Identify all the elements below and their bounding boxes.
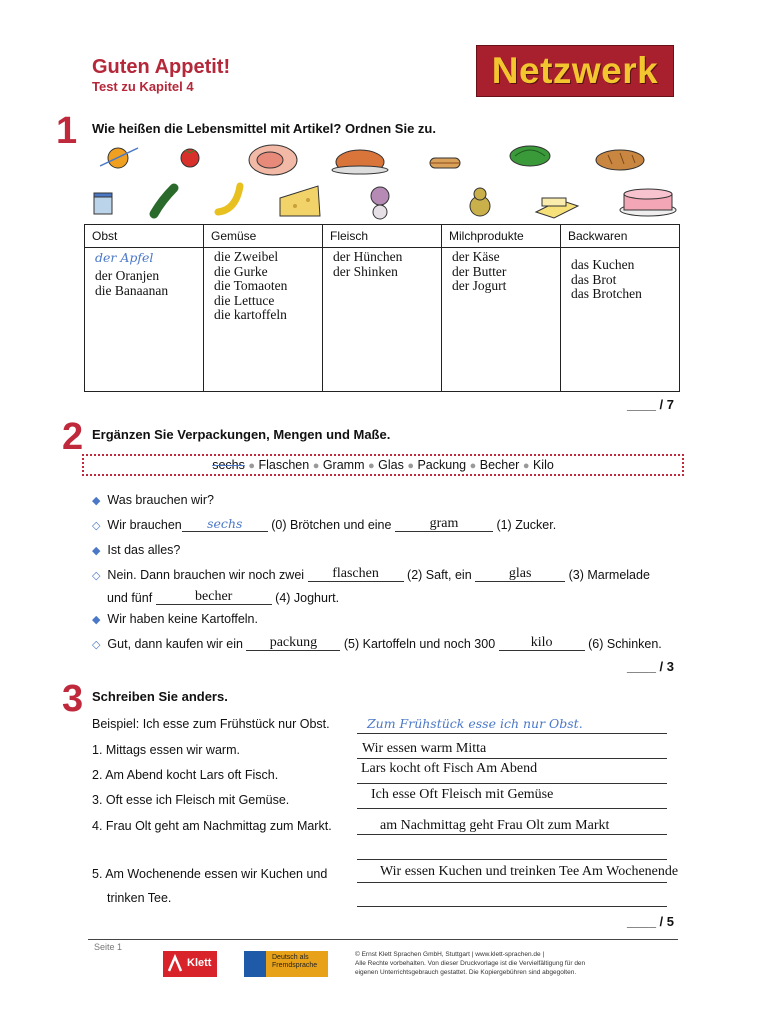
task1-instruction: Wie heißen die Lebensmittel mit Artikel? Ordnen Sie zu. <box>92 121 436 136</box>
sentence-item: 2. Am Abend kocht Lars oft Fisch. <box>92 768 279 782</box>
dialog-line: ◇ Wir brauchen sechs (0) Brötchen und eine gram (1) Zucker. <box>92 516 557 532</box>
dialog-line: ◇ Nein. Dann brauchen wir noch zwei flaschen (2) Saft, ein glas (3) Marmelade <box>92 566 650 582</box>
sentence-item-cont: trinken Tee. <box>107 891 172 905</box>
answer-input-3[interactable]: Ich esse Oft Fleisch mit Gemüse <box>371 787 554 802</box>
list-item: die Gurke <box>214 263 268 279</box>
page-title: Guten Appetit! <box>92 56 231 78</box>
sentence-item: 3. Oft esse ich Fleisch mit Gemüse. <box>92 793 290 807</box>
example-rewrite: Zum Frühstück esse ich nur Obst. <box>367 716 583 731</box>
onion-icon <box>371 187 389 219</box>
sentence-item: 4. Frau Olt geht am Nachmittag zum Markt. <box>92 819 332 833</box>
cell-gemuese[interactable] <box>204 248 323 392</box>
klett-logo: Klett <box>163 951 217 977</box>
outline-diamond-icon: ◇ <box>92 570 101 582</box>
word-item: sechs <box>212 458 245 472</box>
list-item: der Oranjen <box>95 268 160 283</box>
lettuce-icon <box>510 146 550 166</box>
copyright-note: © Ernst Klett Sprachen GmbH, Stuttgart | www.klett-sprachen.de | Alle Rechte vorbehalten. Von dieser Druckvorlage ist die Vervielfältigung für den eigenen Unterrichtsgebrauch gestattet. Die Kopiergebühren sind abgegolten. <box>355 951 586 976</box>
list-item: der Käse <box>452 249 500 264</box>
orange-icon <box>100 148 138 168</box>
task-number-2: 2 <box>62 416 84 458</box>
word-box: sechs ● Flaschen ● Gramm ● Glas ● Packung ● Becher ● Kilo <box>82 454 684 476</box>
filled-diamond-icon: ◆ <box>92 545 101 557</box>
example-answer: der Apfel <box>95 250 154 265</box>
list-item: die Lettuce <box>214 292 275 308</box>
list-item: die Tomaoten <box>214 278 288 293</box>
answer-input-2[interactable]: Lars kocht oft Fisch Am Abend <box>361 761 538 776</box>
sentence-item: 1. Mittags essen wir warm. <box>92 743 240 757</box>
fill-blank-1[interactable]: gram <box>395 516 493 532</box>
col-gemuese: Gemüse <box>204 225 323 248</box>
col-fleisch: Fleisch <box>323 225 442 248</box>
fill-blank-5[interactable]: packung <box>246 635 340 651</box>
fill-blank-3[interactable]: glas <box>475 566 565 582</box>
banana-icon <box>218 186 240 212</box>
fill-blank-4[interactable]: becher <box>156 589 272 605</box>
col-backwaren: Backwaren <box>561 225 680 248</box>
word-item: Packung <box>417 458 467 472</box>
filled-diamond-icon: ◆ <box>92 614 101 626</box>
tomato-icon <box>181 149 199 167</box>
task3-score: ____ / 5 <box>627 914 674 929</box>
answer-input-4[interactable]: am Nachmittag geht Frau Olt zum Markt <box>380 818 610 833</box>
page-number: Seite 1 <box>94 942 123 952</box>
cake-icon <box>620 189 676 216</box>
cucumber-icon <box>154 188 174 214</box>
sandwich-icon <box>430 158 460 168</box>
cell-fleisch[interactable] <box>323 248 442 392</box>
list-item: der Jogurt <box>452 278 507 293</box>
dialog-line: ◇ Gut, dann kaufen wir ein packung (5) Kartoffeln und noch 300 kilo (6) Schinken. <box>92 635 662 651</box>
fill-blank-2[interactable]: flaschen <box>308 566 404 582</box>
butter-icon <box>536 198 578 218</box>
list-item: die Banaanan <box>95 282 169 298</box>
task-number-1: 1 <box>56 110 78 152</box>
col-obst: Obst <box>85 225 204 248</box>
list-item: das Kuchen <box>571 257 635 272</box>
dialog-line: ◆ Ist das alles? <box>92 543 181 557</box>
dialog-line: und fünf becher (4) Joghurt. <box>107 589 340 605</box>
cheese-icon <box>280 186 320 216</box>
word-item: Glas <box>378 458 404 472</box>
list-item: die kartoffeln <box>214 307 287 322</box>
list-item: der Butter <box>452 263 507 279</box>
task2-instruction: Ergänzen Sie Verpackungen, Mengen und Maße. <box>92 427 391 442</box>
word-item: Gramm <box>322 458 365 472</box>
word-item: Kilo <box>532 458 554 472</box>
task2-score: ____ / 3 <box>627 659 674 674</box>
example-sentence: Beispiel: Ich esse zum Frühstück nur Obst. <box>92 717 330 731</box>
bread-icon <box>596 150 644 170</box>
answer-input-1[interactable]: Wir essen warm Mitta <box>362 741 487 756</box>
list-item: der Hünchen <box>333 249 403 264</box>
cell-obst[interactable] <box>85 248 204 392</box>
cell-milchprodukte[interactable] <box>442 248 561 392</box>
page-subtitle: Test zu Kapitel 4 <box>92 79 194 94</box>
outline-diamond-icon: ◇ <box>92 520 101 532</box>
cell-backwaren[interactable] <box>561 248 680 392</box>
dialog-line: ◆ Wir haben keine Kartoffeln. <box>92 612 258 626</box>
footer-divider <box>88 939 678 940</box>
filled-diamond-icon: ◆ <box>92 495 101 507</box>
ham-icon <box>249 145 297 175</box>
list-item: das Brot <box>571 271 617 287</box>
klett-mark-icon <box>165 951 185 977</box>
pear-icon <box>470 188 490 216</box>
dialog-line: ◆ Was brauchen wir? <box>92 493 214 507</box>
daf-logo: Deutsch als Fremdsprache <box>244 951 328 977</box>
yogurt-icon <box>94 193 112 214</box>
netzwerk-logo: Netzwerk <box>476 45 674 97</box>
food-illustrations <box>90 140 680 222</box>
chicken-icon <box>332 150 388 174</box>
list-item: die Zweibel <box>214 249 279 264</box>
task3-instruction: Schreiben Sie anders. <box>92 689 228 704</box>
fill-blank-0[interactable]: sechs <box>182 516 268 532</box>
word-item: Becher <box>479 458 520 472</box>
outline-diamond-icon: ◇ <box>92 639 101 651</box>
fill-blank-6[interactable]: kilo <box>499 635 585 651</box>
food-table <box>84 224 680 392</box>
col-milchprodukte: Milchprodukte <box>442 225 561 248</box>
task-number-3: 3 <box>62 678 84 720</box>
answer-input-5[interactable]: Wir essen Kuchen und treinken Tee Am Wochenende <box>380 864 679 879</box>
list-item: das Brotchen <box>571 286 642 301</box>
task1-score: ____ / 7 <box>627 397 674 412</box>
word-item: Flaschen <box>258 458 310 472</box>
sentence-item: 5. Am Wochenende essen wir Kuchen und <box>92 867 328 881</box>
list-item: der Shinken <box>333 263 398 279</box>
